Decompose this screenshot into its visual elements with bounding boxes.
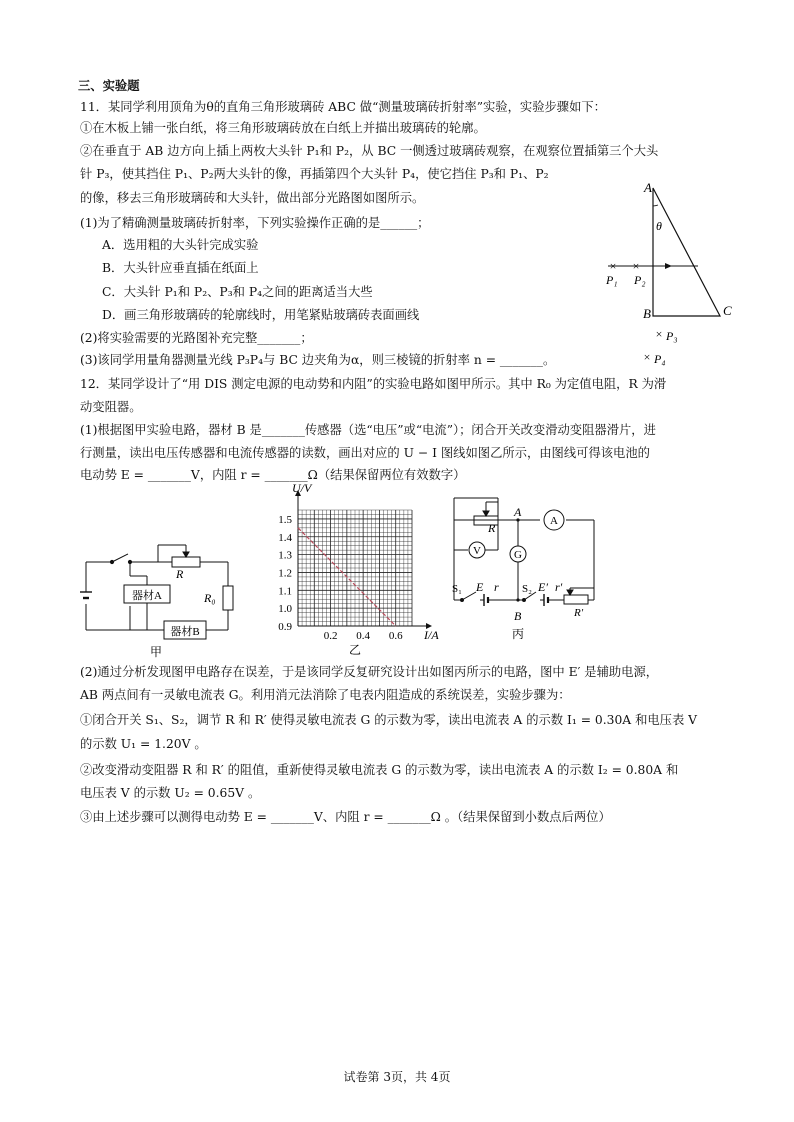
label-r-prime: r′: [555, 580, 563, 594]
q12-part1: (1)根据图甲实验电路，器材 B 是_______传感器（选“电压”或“电流”）；闭合开关改变滑动变阻器滑片，进: [80, 423, 656, 437]
q12-step1: ①闭合开关 S₁、S₂，调节 R 和 R′ 使得灵敏电流表 G 的示数为零，读出电流表 A 的示数 I₁ = 0.30A 和电压表 V: [80, 713, 698, 727]
label-r: r: [494, 580, 499, 594]
q12-part1-cont: 行测量，读出电压传感器和电流传感器的读数，画出对应的 U − I 图线如图乙所示，由图线可得该电池的: [80, 446, 650, 460]
jia-caption: 甲: [150, 645, 163, 659]
y-tick-label: 1.1: [278, 585, 292, 598]
jia-label-r: R: [176, 567, 184, 581]
q11-option-a: A．选用粗的大头针完成实验: [102, 238, 259, 252]
label-rheostat-prime: R′: [574, 607, 584, 619]
prism-figure: [590, 178, 740, 370]
q12-step2-cont: 电压表 V 的示数 U₂ = 0.65V 。: [80, 786, 261, 800]
label-p2: P₂: [634, 273, 646, 287]
label-b: B: [643, 306, 651, 321]
q11-step1: ①在木板上铺一张白纸，将三角形玻璃砖放在白纸上并描出玻璃砖的轮廓。: [80, 121, 486, 135]
page-footer: 试卷第 3页，共 4页: [343, 1070, 451, 1084]
q11-part1: (1)为了精确测量玻璃砖折射率，下列实验操作正确的是______；: [80, 216, 430, 230]
ammeter-icon: A: [550, 515, 558, 527]
bing-label-r: R: [488, 521, 496, 535]
galvanometer-icon: G: [514, 549, 522, 561]
x-tick-label: 0.6: [388, 630, 403, 642]
label-c: C: [723, 303, 732, 318]
x-tick-label: 0.4: [356, 630, 371, 642]
chart-ylabel: U/V: [292, 481, 312, 495]
label-p4: P₄: [654, 352, 666, 366]
chart-caption: 乙: [349, 643, 362, 657]
q11-part3: (3)该同学用量角器测量光线 P₃P₄与 BC 边夹角为α，则三棱镜的折射率 n = _______。: [80, 353, 556, 367]
y-tick-label: 1.4: [278, 531, 292, 544]
q11-part2: (2)将实验需要的光路图补充完整_______；: [80, 331, 313, 345]
q12-part1-end: 电动势 E = _______V，内阻 r = _______Ω（结果保留两位有效数字）: [80, 468, 466, 482]
y-tick-label: 1.2: [278, 567, 292, 580]
q11-option-c: C．大头针 P₁和 P₂、P₃和 P₄之间的距离适当大些: [102, 285, 373, 299]
section-title: 三、实验题: [78, 79, 140, 93]
device-b-label: 器材B: [170, 626, 200, 638]
p2-mark: ×: [632, 259, 640, 273]
y-tick-label: 1.5: [278, 513, 292, 526]
bing-label-node-a: A: [514, 505, 522, 519]
q12-step2: ②改变滑动变阻器 R 和 R′ 的阻值，重新使得灵敏电流表 G 的示数为零，读出电流表 A 的示数 I₂ = 0.80A 和: [80, 763, 679, 777]
prism-triangle: [653, 188, 720, 316]
q11-step2: ②在垂直于 AB 边方向上插上两枚大头针 P₁和 P₂，从 BC 一侧透过玻璃砖观察，在观察位置插第三个大头: [80, 144, 659, 158]
label-e: E: [476, 580, 484, 594]
voltmeter-icon: V: [473, 545, 481, 557]
q11-option-d: D．画三角形玻璃砖的轮廓线时，用笔紧贴玻璃砖表面画线: [102, 308, 420, 322]
q12-stem: 12．某同学设计了“用 DIS 测定电源的电动势和内阻”的实验电路如图甲所示。其中 R₀ 为定值电阻，R 为滑: [80, 377, 667, 391]
ui-chart: [262, 480, 448, 658]
q12-part2: (2)通过分析发现图甲电路存在误差，于是该同学反复研究设计出如图丙所示的电路，图中 E′ 是辅助电源，: [80, 665, 659, 679]
y-tick-label: 1.3: [278, 549, 292, 562]
q11-step2-cont: 针 P₃，使其挡住 P₁、P₂两大头针的像，再插第四个大头针 P₄，使它挡住 P₃和 P₁、P₂: [80, 167, 549, 181]
bing-label-node-b: B: [514, 609, 522, 623]
bing-caption: 丙: [512, 627, 525, 641]
q11-stem: 11．某同学利用顶角为θ的直角三角形玻璃砖 ABC 做“测量玻璃砖折射率”实验，实验步骤如下：: [80, 100, 606, 114]
jia-label-r0: R₀: [204, 591, 216, 605]
label-s1: S₁: [452, 583, 462, 595]
circuit-bing: [444, 488, 604, 648]
device-a-label: 器材A: [132, 590, 162, 602]
p4-mark: ×: [643, 350, 651, 364]
label-p1: P₁: [606, 273, 618, 287]
q11-option-b: B．大头针应垂直插在纸面上: [102, 261, 259, 275]
y-tick-label: 0.9: [278, 621, 292, 633]
q11-step2-end: 的像，移去三角形玻璃砖和大头针，做出部分光路图如图所示。: [80, 191, 425, 205]
label-theta: θ: [656, 219, 662, 233]
q12-stem-cont: 动变阻器。: [80, 400, 142, 414]
label-s2: S₂: [522, 583, 532, 595]
q12-part2-cont: AB 两点间有一灵敏电流表 G。利用消元法消除了电表内阻造成的系统误差，实验步骤为：: [80, 688, 571, 702]
label-p3: P₃: [666, 329, 678, 343]
y-tick-label: 1.0: [278, 603, 292, 616]
q12-step1-cont: 的示数 U₁ = 1.20V 。: [80, 737, 207, 751]
chart-xlabel: I/A: [424, 628, 439, 642]
label-a: A: [644, 180, 652, 195]
p1-mark: ×: [609, 259, 617, 273]
p3-mark: ×: [655, 327, 663, 341]
label-e-prime: E′: [538, 580, 548, 594]
circuit-jia: [72, 540, 242, 660]
x-tick-label: 0.2: [323, 630, 338, 642]
q12-step3: ③由上述步骤可以测得电动势 E = _______V、内阻 r = _______Ω 。（结果保留到小数点后两位）: [80, 810, 611, 824]
